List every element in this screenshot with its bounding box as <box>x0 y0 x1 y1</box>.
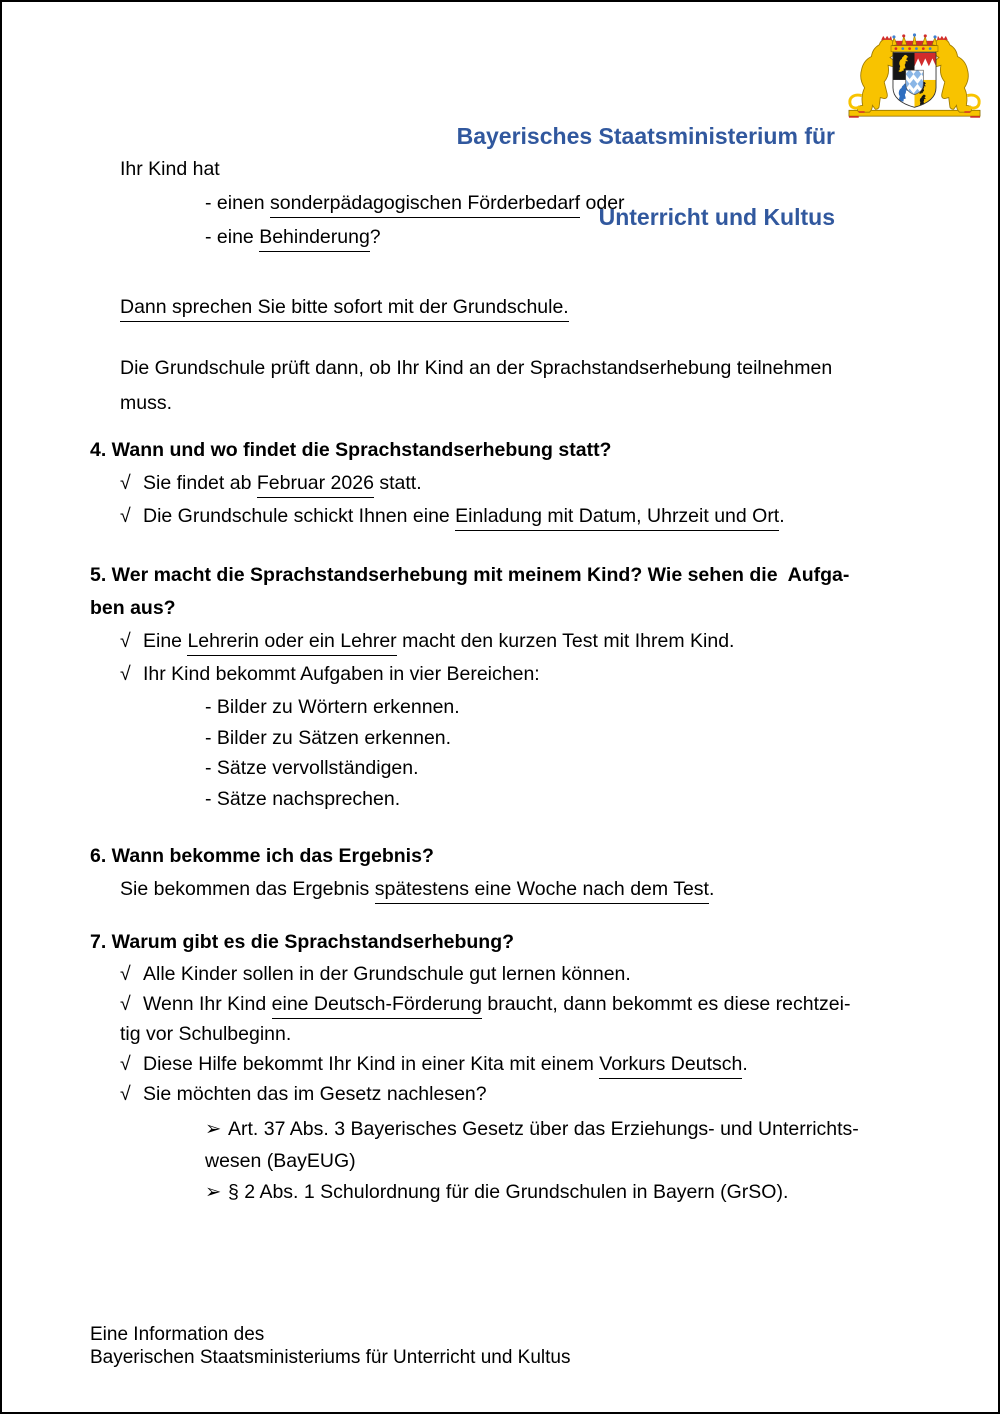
arrow-icon: ➢ <box>205 1181 222 1203</box>
intro-item-2 <box>205 220 625 254</box>
section-7 <box>90 926 850 1109</box>
text-underlined: Behinderung <box>259 226 370 252</box>
text-underlined: eine Deutsch-Förderung <box>272 993 482 1019</box>
check-icon: √ <box>120 663 131 685</box>
paragraph-line1: Die Grundschule prüft dann, ob Ihr Kind an der Sprachstandserhebung teilnehmen <box>120 357 833 379</box>
text: Sie möchten das im Gesetz nachlesen? <box>143 1083 487 1105</box>
text: Art. 37 Abs. 3 Bayerisches Gesetz über das Erziehungs- und Unterrichts- <box>228 1118 859 1140</box>
checklist-item <box>90 658 849 691</box>
section-5 <box>90 559 849 691</box>
text: Alle Kinder sollen in der Grundschule gut lernen können. <box>143 963 631 985</box>
callout-sentence <box>120 290 569 324</box>
checklist-item <box>90 500 785 533</box>
text-pre: Eine <box>143 630 188 652</box>
law-item-line1 <box>205 1114 859 1146</box>
text-post: . <box>708 878 715 900</box>
text-post: . <box>742 1053 748 1075</box>
text-post: statt. <box>373 472 422 494</box>
check-icon: √ <box>120 630 131 652</box>
check-icon: √ <box>120 1083 131 1105</box>
check-icon: √ <box>120 1053 131 1075</box>
section-6 <box>90 840 714 906</box>
text: § 2 Abs. 1 Schulordnung für die Grundschulen in Bayern (GrSO). <box>228 1181 789 1203</box>
text: Ihr Kind bekommt Aufgaben in vier Bereichen: <box>143 663 540 685</box>
task-list <box>205 692 460 814</box>
text-post: . <box>779 505 785 527</box>
text-pre: - eine <box>205 226 260 248</box>
text-pre: Wenn Ihr Kind <box>143 993 272 1015</box>
checklist-item <box>90 959 850 989</box>
section-6-heading: 6. Wann bekomme ich das Ergebnis? <box>90 845 434 867</box>
paragraph-block <box>120 351 832 421</box>
text-pre: Sie findet ab <box>143 472 257 494</box>
text-pre: - einen <box>205 192 271 214</box>
check-icon: √ <box>120 505 131 527</box>
section-5-heading-line2: ben aus? <box>90 597 176 619</box>
law-item-line1 <box>205 1177 859 1209</box>
section-5-heading-line1: 5. Wer macht die Sprachstandserhebung mit meinem Kind? Wie sehen die Aufga- <box>90 564 850 586</box>
text-post: braucht, dann bekommt es diese rechtzei- <box>481 993 851 1015</box>
check-icon: √ <box>120 963 131 985</box>
checklist-item <box>90 625 849 658</box>
task-item: - Sätze vervollständigen. <box>205 757 419 779</box>
check-icon: √ <box>120 472 131 494</box>
result-sentence <box>90 873 714 906</box>
text-pre: Sie bekommen das Ergebnis <box>120 878 375 900</box>
intro-block <box>120 152 625 254</box>
text-post: ? <box>369 226 381 248</box>
ministry-name-line2: Unterricht und Kultus <box>598 204 835 230</box>
law-references <box>205 1114 859 1209</box>
checklist-item-continuation: tig vor Schulbeginn. <box>120 1023 292 1045</box>
text-pre: Diese Hilfe bekommt Ihr Kind in einer Kita mit einem <box>143 1053 600 1075</box>
section-7-heading: 7. Warum gibt es die Sprachstandserhebung? <box>90 931 515 953</box>
task-item: - Sätze nachsprechen. <box>205 787 401 810</box>
text-pre: Die Grundschule schickt Ihnen eine <box>143 505 456 527</box>
paragraph-line2: muss. <box>120 392 173 414</box>
text-underlined: spätestens eine Woche nach dem Test <box>375 878 709 904</box>
task-item: - Bilder zu Sätzen erkennen. <box>205 726 452 749</box>
checklist-item <box>90 467 785 500</box>
task-item: - Bilder zu Wörtern erkennen. <box>205 696 460 718</box>
text-underlined: Dann sprechen Sie bitte sofort mit der Grundschule. <box>120 296 569 322</box>
checklist-item <box>90 989 850 1019</box>
checklist-item <box>90 1079 850 1109</box>
check-icon: √ <box>120 993 131 1015</box>
text-underlined: Vorkurs Deutsch <box>599 1053 742 1079</box>
intro-item-1 <box>205 186 625 220</box>
text-post: macht den kurzen Test mit Ihrem Kind. <box>396 630 735 652</box>
section-4-heading: 4. Wann und wo findet die Sprachstandserhebung statt? <box>90 439 612 461</box>
text-underlined: Lehrerin oder ein Lehrer <box>187 630 396 656</box>
ministry-name-line1: Bayerisches Staatsministerium für <box>456 123 835 149</box>
callout-block <box>120 290 569 324</box>
intro-lead: Ihr Kind hat <box>120 158 220 180</box>
text-underlined: Februar 2026 <box>257 472 374 498</box>
law-item-line2: wesen (BayEUG) <box>205 1149 356 1172</box>
checklist-item <box>90 1049 850 1079</box>
footer-line2: Bayerischen Staatsministeriums für Unterricht und Kultus <box>90 1346 571 1368</box>
section-4 <box>90 434 785 533</box>
footer <box>90 1324 570 1369</box>
text-underlined: Einladung mit Datum, Uhrzeit und Ort <box>455 505 779 531</box>
text-underlined: sonderpädagogischen Förderbedarf <box>270 192 580 218</box>
footer-line1: Eine Information des <box>90 1324 265 1345</box>
arrow-icon: ➢ <box>205 1118 222 1140</box>
text-post: oder <box>580 192 625 214</box>
bavaria-coat-of-arms-icon <box>846 33 983 123</box>
